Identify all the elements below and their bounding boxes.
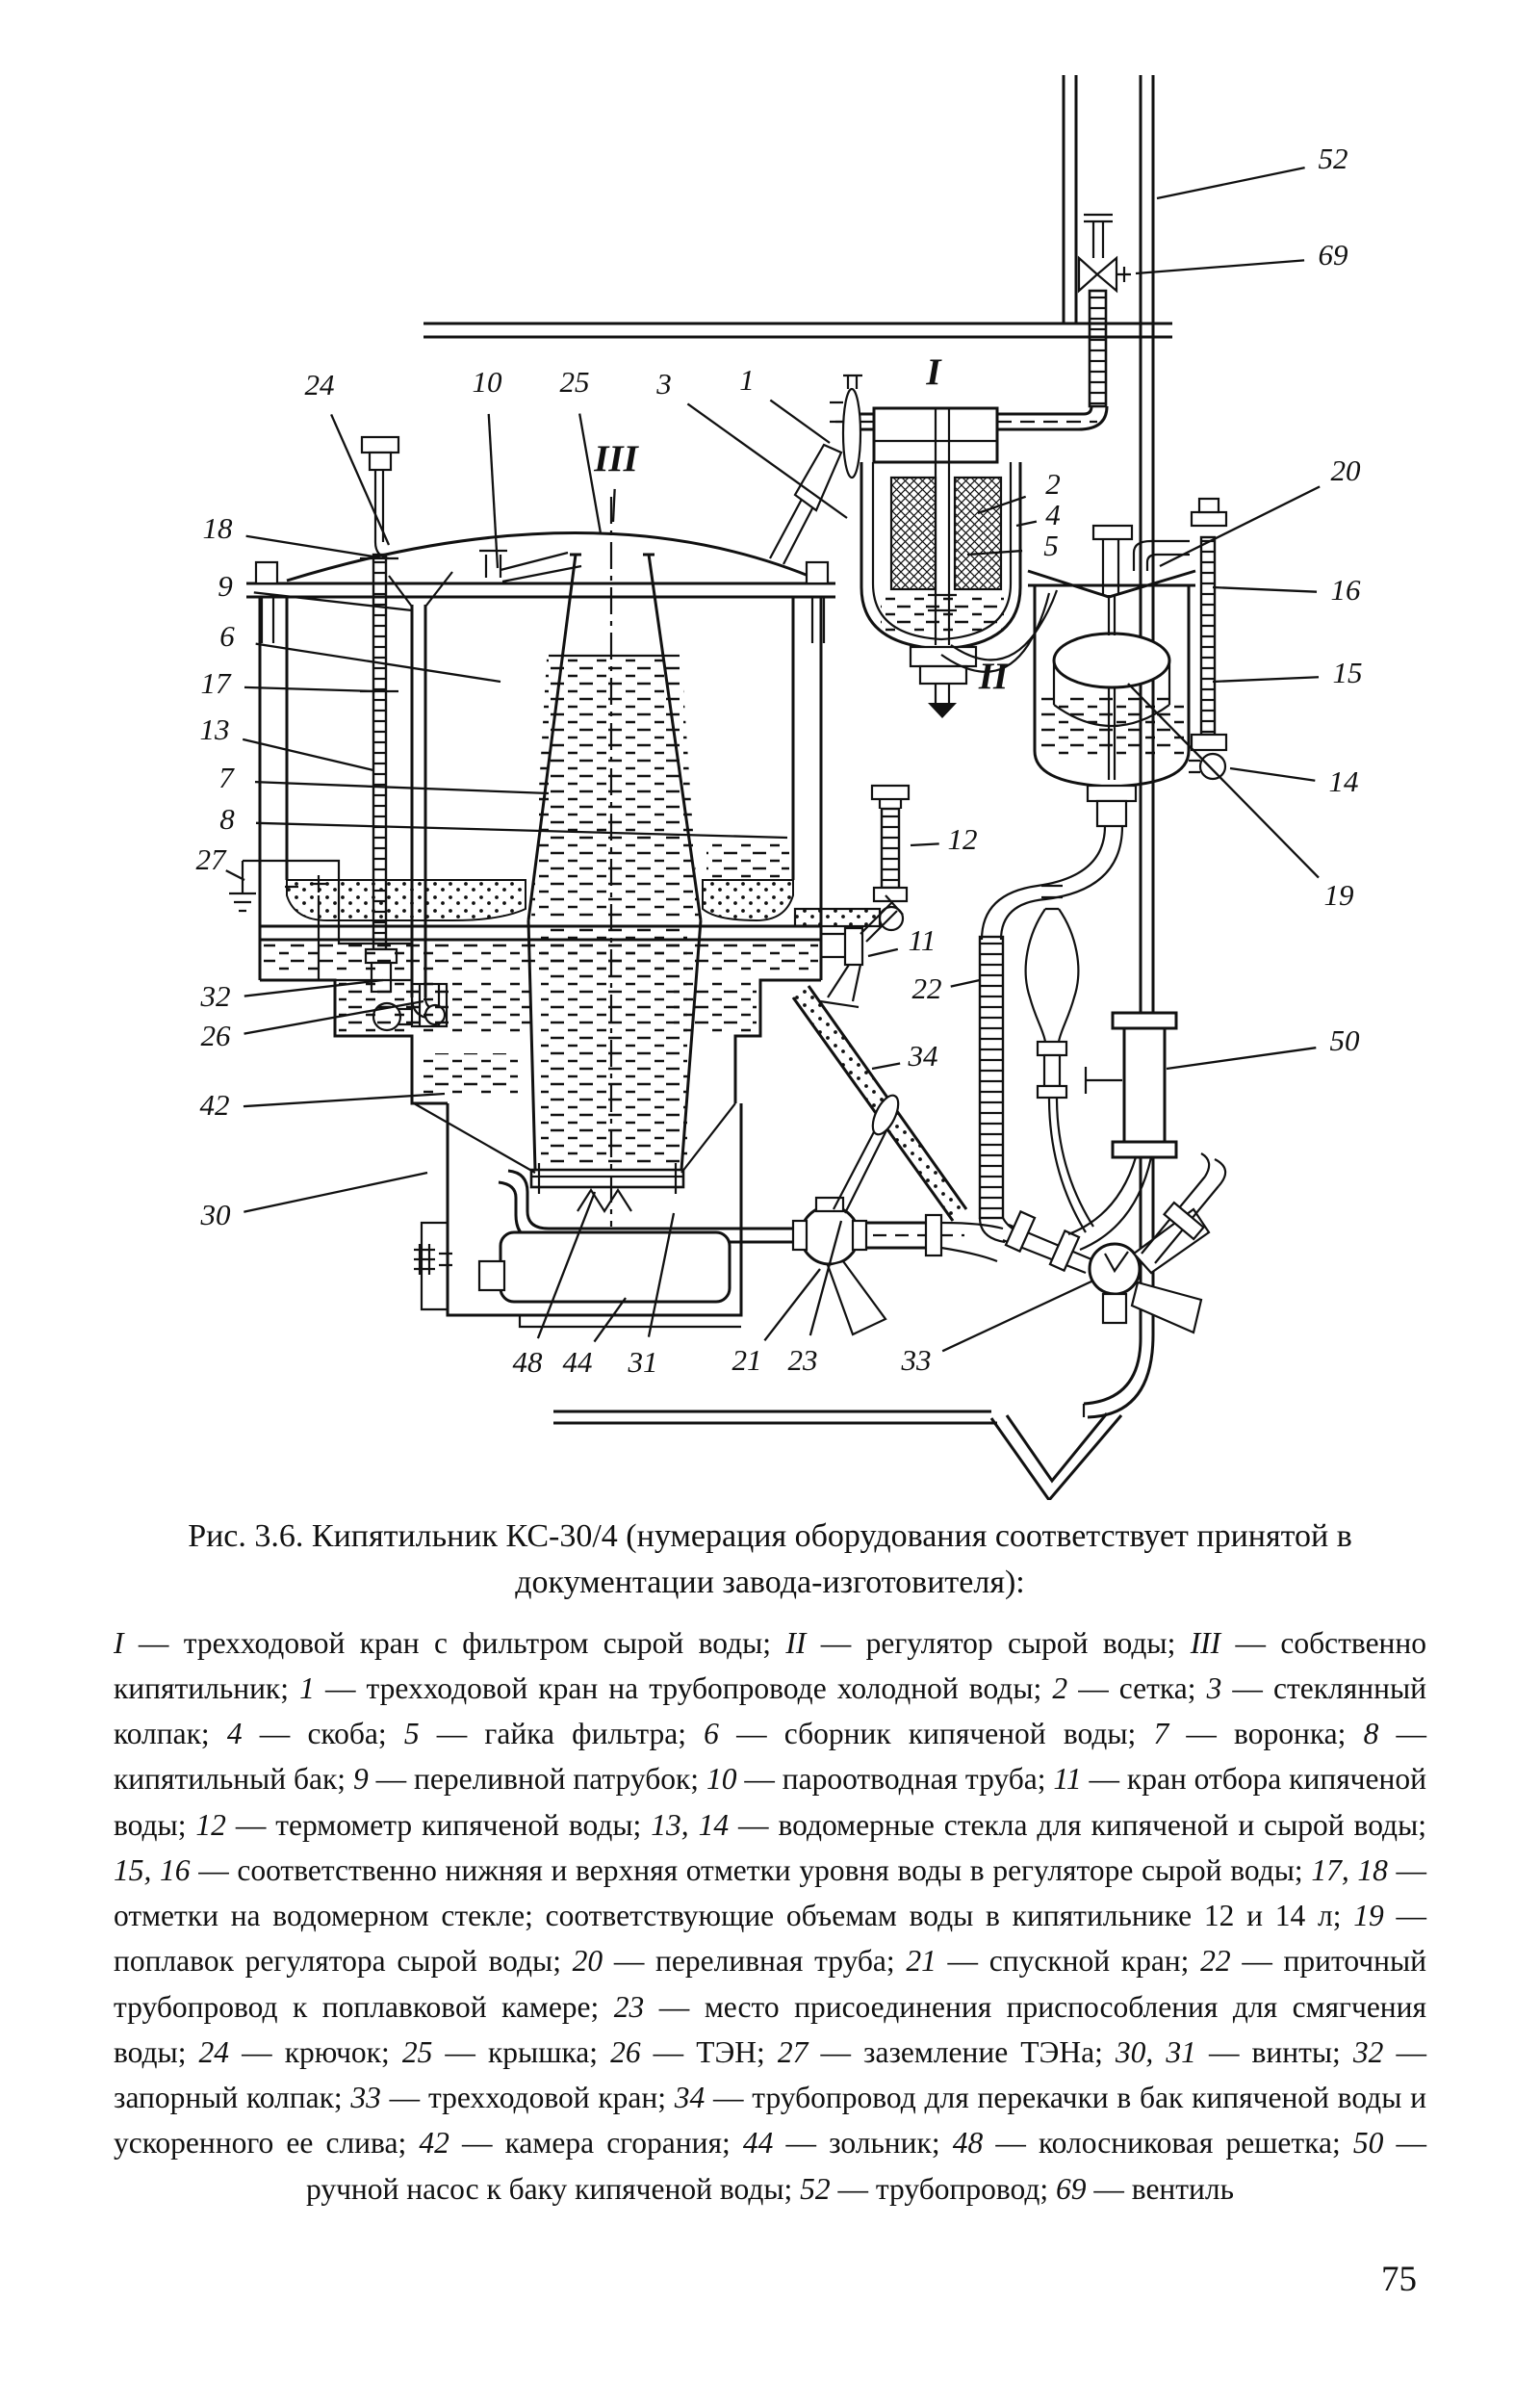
diagram-label-15: 15 [1332,656,1363,690]
diagram-label-3: 3 [656,367,672,401]
legend-item: 34 — трубопровод для перекачки в бак кипяченой воды и ускоренного ее слива; [114,2081,1426,2161]
diagram-label-4: 4 [1045,498,1061,532]
diagram-label-17: 17 [200,666,231,701]
legend-item: 22 — приточный трубопровод к поплавковой камере; [114,1944,1426,2024]
legend-item: 19 — поплавок регулятора сырой воды; [114,1899,1427,1979]
diagram-label-44: 44 [562,1345,593,1380]
legend-item: 17, 18 — отметки на водомерном стекле; соответствующие объемам воды в кипятильнике 12 и 14 л; [114,1852,1427,1933]
label-leader-17 [244,687,375,691]
label-leader-24 [331,414,389,545]
legend-item: 33 — трехходовой кран; [350,2081,675,2115]
label-leader-50 [1167,1048,1316,1069]
diagram-label-22: 22 [911,971,942,1006]
label-leader-15 [1213,677,1319,682]
legend-item: 32 — запорный колпак; [114,2034,1426,2115]
diagram-label-34: 34 [908,1039,938,1074]
legend-item: 8 — кипятильный бак; [114,1717,1427,1797]
diagram-label-52: 52 [1318,142,1348,176]
diagram-label-69: 69 [1318,238,1348,272]
legend-item: I — трехходовой кран с фильтром сырой воды; [114,1625,786,1660]
diagram-label-20: 20 [1330,453,1361,488]
diagram-label-48: 48 [512,1345,543,1380]
legend-item: 20 — переливная труба; [572,1944,907,1979]
label-leader-12 [911,843,939,845]
legend-item: 42 — камера сгорания; [419,2126,743,2161]
label-leader-22 [951,980,980,987]
pipe-22 [980,937,1003,1218]
label-leader-69 [1136,260,1304,273]
figure-number: Рис. 3.6. [188,1518,304,1554]
legend-item: 30, 31 — винты; [1115,2034,1353,2069]
diagram-label-13: 13 [199,712,230,747]
legend-item: 13, 14 — водомерные стекла для кипяченой и сырой воды; [651,1807,1426,1842]
label-leader-30 [244,1173,427,1212]
label-leader-9 [254,592,412,610]
float-chamber [1026,886,1093,1232]
legend-item: 9 — переливной патрубок; [352,1762,706,1797]
valve-33 [1003,1153,1225,1333]
legend-item: 1 — трехходовой кран на трубопроводе холодной воды; [299,1670,1053,1705]
label-leader-8 [256,823,787,838]
diagram-label-32: 32 [200,979,231,1014]
legend-item: 12 — термометр кипяченой воды; [195,1807,652,1842]
diagram-label-27: 27 [195,842,226,877]
water-gauge-left [229,437,447,1030]
legend-item: 44 — зольник; [742,2126,953,2161]
legend-item: 2 — сетка; [1052,1670,1207,1705]
diagram-label-23: 23 [787,1343,818,1378]
label-leader-7 [255,782,549,793]
label-leader-1 [770,401,830,443]
label-leader-13 [243,739,373,770]
figure-caption-block [114,1514,1426,2212]
figure-legend [114,1620,1426,2212]
figure-caption-text: Кипятильник КС-30/4 (нумерация оборудования соответствует принятой в документации завода-изготовителя): [311,1518,1352,1601]
diagram-label-5: 5 [1043,529,1059,563]
diagram-label-8: 8 [219,802,235,837]
legend-item: 24 — крючок; [198,2034,402,2069]
legend-item: 50 — ручной насос к баку кипяченой воды; [306,2126,1426,2206]
diagram-label-18: 18 [202,511,233,546]
label-leader-III [613,489,615,522]
label-leader-52 [1157,168,1305,198]
diagram-label-6: 6 [219,619,235,654]
label-leader-14 [1230,768,1315,781]
legend-item: 15, 16 — соответственно нижняя и верхняя отметки уровня воды в регуляторе сырой воды; [114,1852,1312,1887]
diagram-label-2: 2 [1045,467,1061,502]
valve-69-icon [1079,215,1131,291]
legend-item: 4 — скоба; [226,1717,404,1751]
pipe-34 [793,986,966,1221]
diagram-label-12: 12 [947,822,978,857]
diagram-label-1: 1 [739,363,755,398]
diagram-label-10: 10 [472,365,502,400]
legend-item: II — регулятор сырой воды; [785,1625,1191,1660]
legend-item: III — собственно кипятильник; [114,1625,1427,1705]
diagram-label-26: 26 [200,1019,231,1053]
diagram-label-42: 42 [199,1088,230,1123]
boiler-diagram [0,17,1540,1500]
legend-item: 6 — сборник кипяченой воды; [704,1717,1154,1751]
legend-item: 23 — место присоединения приспособления для смягчения воды; [114,1989,1427,2069]
figure-area [0,17,1540,1500]
diagram-label-33: 33 [901,1343,932,1378]
label-leader-11 [868,949,898,956]
diagram-label-7: 7 [218,761,234,795]
diagram-label-50: 50 [1329,1023,1360,1058]
label-leader-18 [246,536,373,556]
legend-item: 52 — трубопровод; [800,2171,1056,2206]
legend-item: 3 — стеклянный колпак; [114,1670,1426,1751]
diagram-label-30: 30 [200,1198,231,1232]
label-leader-44 [594,1298,626,1342]
furnace [260,920,821,1327]
legend-item: 7 — воронка; [1153,1717,1364,1751]
legend-item: 69 — вентиль [1056,2171,1234,2206]
diagram-label-II: II [978,655,1009,697]
diagram-label-24: 24 [304,368,335,402]
diagram-label-25: 25 [559,365,590,400]
label-leader-33 [942,1281,1093,1351]
diagram-label-19: 19 [1323,878,1354,913]
diagram-label-I: I [926,350,941,393]
diagram-label-21: 21 [732,1343,762,1378]
label-leader-16 [1213,587,1317,592]
legend-item: 26 — ТЭН; [610,2034,778,2069]
legend-item: 10 — пароотводная труба; [706,1762,1054,1797]
legend-item: 5 — гайка фильтра; [403,1717,705,1751]
legend-item: 48 — колосниковая решетка; [952,2126,1353,2161]
diagram-label-31: 31 [628,1345,658,1380]
legend-item: 27 — заземление ТЭНа; [777,2034,1116,2069]
legend-item: 21 — спускной кран; [906,1944,1201,1979]
hand-pump [1068,1013,1176,1250]
diagram-label-11: 11 [908,923,937,958]
diagram-label-9: 9 [218,569,233,604]
page-number: 75 [1381,2260,1417,2299]
label-leader-20 [1160,486,1320,566]
label-leader-10 [489,414,498,568]
legend-item: 25 — крышка; [401,2034,611,2069]
legend-item: 11 — кран отбора кипяченой воды; [114,1762,1426,1842]
diagram-label-16: 16 [1330,573,1361,608]
label-leader-34 [872,1064,900,1070]
figure-caption [123,1514,1417,1607]
diagram-label-14: 14 [1328,764,1359,799]
thermometer [795,786,909,930]
diagram-label-III: III [594,437,638,479]
